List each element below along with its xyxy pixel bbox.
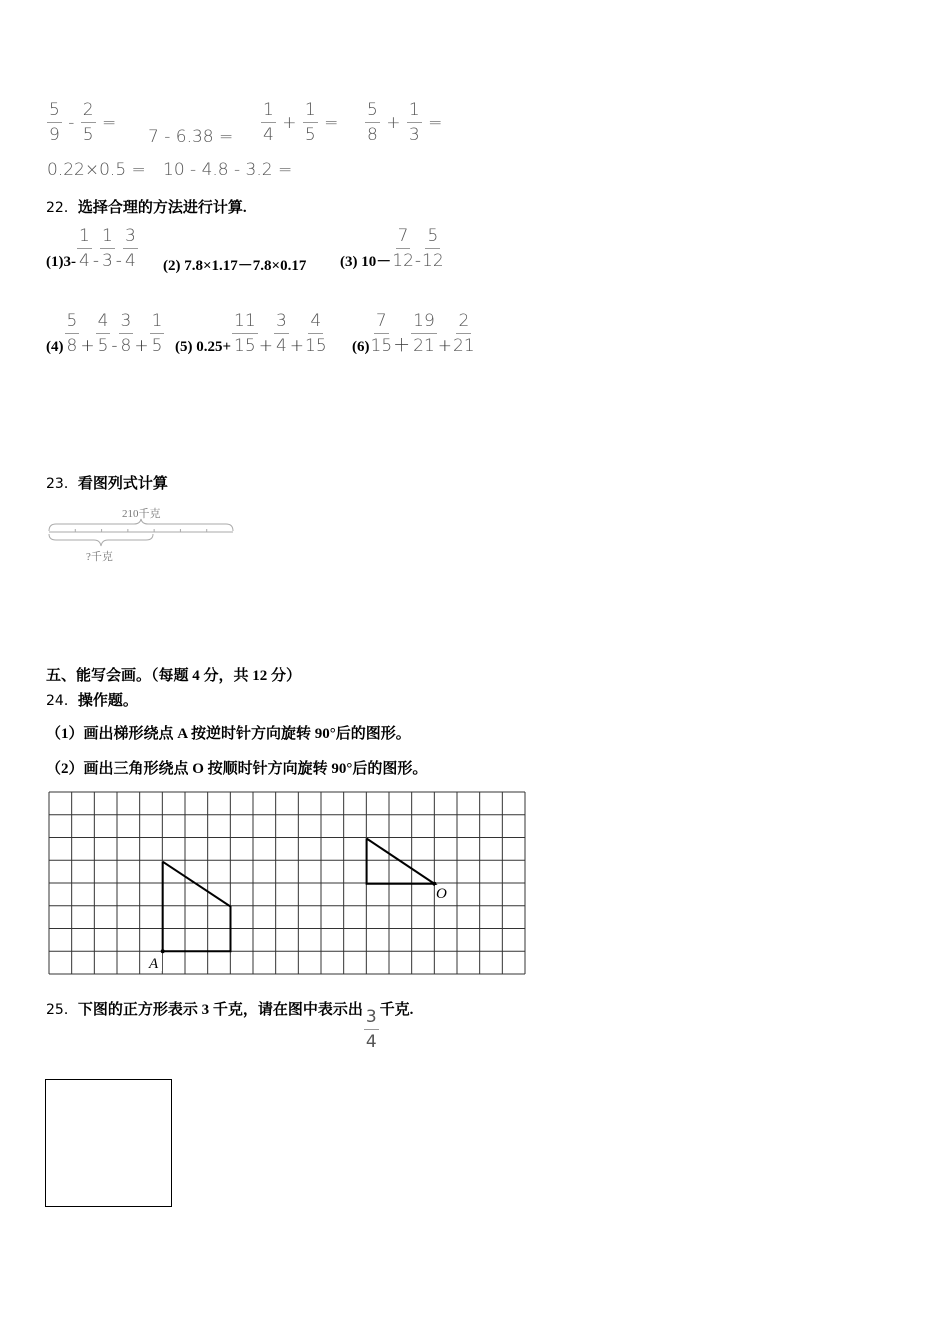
point-a (161, 949, 165, 953)
den: 21 (413, 336, 435, 356)
question-number: 24． (46, 693, 78, 709)
expr-4 (364, 102, 442, 144)
problem-3 (340, 228, 445, 271)
question-number: 23． (46, 476, 78, 492)
total-label: 210千克 (122, 508, 161, 520)
section-5-title: 五、能写会画。（每题 4 分，共 12 分） (46, 668, 302, 684)
expr-3 (260, 102, 338, 144)
problem-5 (175, 313, 328, 356)
den: 5 (82, 125, 94, 145)
den: 3 (408, 125, 420, 145)
den: 12 (392, 251, 414, 271)
label-a: A (149, 956, 159, 972)
q24-heading (46, 689, 138, 710)
op: + (386, 113, 401, 133)
den: 4 (365, 1032, 377, 1052)
num: 1 (303, 102, 318, 123)
num: 5 (425, 228, 440, 249)
den: 8 (367, 125, 378, 145)
num: 3 (119, 313, 134, 334)
op: + (134, 336, 149, 356)
eq: = (102, 113, 117, 133)
num: 7 (374, 313, 389, 334)
q24-subtask-2: （2）画出三角形绕点 O 按顺时针方向旋转 90°后的图形。 (46, 761, 428, 777)
eq: = (428, 113, 443, 133)
num: 7 (396, 228, 411, 249)
trapezoid (163, 862, 231, 952)
num: 19 (411, 313, 437, 334)
label-o: O (436, 886, 447, 902)
q25-heading (46, 998, 413, 1051)
problem-label: (1)3- (46, 254, 76, 270)
den: 4 (79, 251, 90, 271)
den: 21 (453, 336, 475, 356)
den: 4 (275, 336, 287, 356)
eq: = (324, 113, 339, 133)
den: 8 (66, 336, 78, 356)
segment-diagram (46, 518, 238, 548)
num: 1 (77, 228, 92, 249)
num: 1 (407, 102, 422, 123)
num: 4 (96, 313, 111, 334)
question-number: 25． (46, 1002, 78, 1018)
den: 15 (370, 336, 393, 356)
problem-1 (46, 228, 139, 271)
den: 9 (49, 125, 60, 145)
num: 5 (47, 102, 62, 123)
q23-heading (46, 472, 168, 493)
op: + (80, 336, 95, 356)
expr-2: 7 - 6.38 = (148, 127, 234, 147)
square-3kg (45, 1079, 172, 1207)
question-number: 22． (46, 200, 78, 216)
question-title: 选择合理的方法进行计算. (77, 200, 247, 216)
num: 11 (232, 313, 258, 334)
problem-label: (5) 0.25+ (175, 339, 232, 355)
den: 5 (304, 125, 316, 145)
question-title: 操作题。 (77, 693, 138, 709)
op: - (414, 251, 422, 271)
expr-5: 0.22×0.5 = (47, 160, 146, 180)
op: + (282, 113, 297, 133)
triangle (367, 839, 435, 884)
den: 12 (422, 251, 444, 271)
op: - (111, 336, 118, 356)
problem-2: (2) 7.8×1.17－7.8×0.17 (163, 258, 307, 274)
problem-label: (4) (46, 339, 64, 355)
num: 5 (365, 102, 380, 123)
op: - (68, 113, 75, 133)
op: + (437, 336, 453, 356)
question-text: 下图的正方形表示 3 千克，请在图中表示出 (77, 1002, 363, 1018)
den: 5 (97, 336, 109, 356)
op: - (92, 251, 99, 271)
num: 2 (456, 313, 471, 334)
problem-6 (352, 313, 476, 356)
num: 1 (150, 313, 165, 334)
problem-label: (3) 10－ (340, 254, 392, 270)
den: 4 (263, 125, 274, 145)
question-text-end: 千克. (379, 1002, 414, 1018)
op: + (289, 336, 305, 356)
op: - (115, 251, 122, 271)
problem-label: (6) (352, 339, 370, 355)
num: 2 (81, 102, 96, 123)
den: 5 (151, 336, 163, 356)
den: 15 (305, 336, 327, 356)
num: 4 (308, 313, 323, 334)
expr-1 (46, 102, 116, 144)
den: 3 (101, 251, 113, 271)
num: 3 (274, 313, 289, 334)
den: 8 (120, 336, 132, 356)
question-title: 看图列式计算 (77, 476, 168, 492)
total-brace (49, 519, 233, 531)
part-label: ?千克 (86, 551, 113, 563)
num: 1 (261, 102, 276, 123)
num: 1 (100, 228, 115, 249)
expr-6: 10 - 4.8 - 3.2 = (163, 160, 293, 180)
den: 4 (124, 251, 136, 271)
part-brace (49, 534, 153, 546)
q22-heading (46, 196, 247, 217)
den: 15 (234, 336, 256, 356)
op: ＋ (393, 336, 411, 356)
problem-4 (46, 313, 165, 356)
num: 3 (123, 228, 138, 249)
q24-subtask-1: （1）画出梯形绕点 A 按逆时针方向旋转 90°后的图形。 (46, 726, 411, 742)
grid-drawing (48, 791, 526, 977)
num: 3 (364, 1009, 379, 1030)
op: + (258, 336, 273, 356)
num: 5 (65, 313, 80, 334)
